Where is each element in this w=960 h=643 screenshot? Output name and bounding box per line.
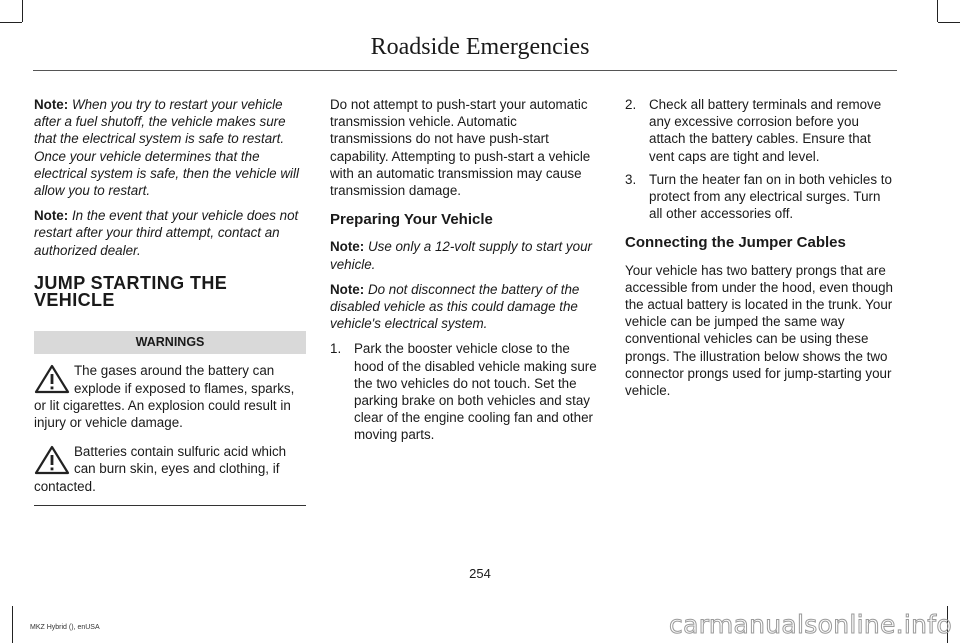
list-text: Turn the heater fan on in both vehicles to protect from any electrical surges. Turn all other accessories off. [649, 171, 892, 222]
body-paragraph: Your vehicle has two battery prongs that are accessible from under the hood, even though the actual battery is located in the trunk. Your vehicle can be jumped the same way conventional vehicles can be using these prongs. The illustration below shows the two connector prongs used for jump-starting your vehicle. [625, 262, 893, 399]
list-item [330, 340, 602, 443]
intro-paragraph: Do not attempt to push-start your automatic transmission vehicle. Automatic transmissions do not have push-start capability. Attempting to push-start a vehicle with an automatic transmission may cause transmission damage. [330, 97, 591, 199]
column-left [34, 96, 306, 506]
page-number: 254 [469, 566, 491, 581]
note-label: Note: [34, 208, 69, 224]
note-paragraph [330, 238, 602, 272]
list-item [625, 96, 897, 165]
note-text: When you try to restart your vehicle after a fuel shutoff, the vehicle makes sure that the electrical system is safe to restart. Once your vehicle determines that the electrical system is safe, then the vehicle will allow you to restart. [34, 97, 299, 199]
note-text: In the event that your vehicle does not restart after your third attempt, contact an authorized dealer. [34, 208, 299, 258]
list-text: Check all battery terminals and remove any excessive corrosion before you attach the battery cables. Ensure that vent caps are tight and level. [649, 97, 882, 164]
note-label: Note: [330, 281, 365, 297]
warning-item [34, 441, 306, 495]
warning-triangle-icon [34, 364, 70, 394]
crop-mark [22, 0, 23, 22]
warning-text: Batteries contain sulfuric acid which can burn skin, eyes and clothing, if contacted. [34, 444, 287, 494]
list-text: Park the booster vehicle close to the hood of the disabled vehicle making sure the two vehicles do not touch. Set the parking brake on both vehicles and stay clear of the engine cooling fan and other moving parts. [354, 341, 597, 443]
list-number: 3. [625, 171, 637, 187]
note-paragraph [330, 281, 602, 333]
subsection-heading: Preparing Your Vehicle [330, 211, 493, 229]
note-paragraph [34, 96, 306, 199]
header-divider [33, 70, 897, 71]
note-text: Do not disconnect the battery of the disabled vehicle as this could damage the vehicle's electrical system. [330, 281, 580, 332]
warnings-divider [34, 505, 306, 506]
list-number: 2. [625, 97, 637, 112]
watermark: carmanualsonline.info [669, 610, 952, 639]
page-title: Roadside Emergencies [370, 34, 590, 60]
note-paragraph [34, 207, 306, 259]
warning-triangle-icon [34, 445, 70, 475]
document-id: MKZ Hybrid (), enUSA [30, 624, 100, 631]
note-label: Note: [34, 97, 69, 112]
crop-mark [937, 0, 938, 22]
warning-text: The gases around the battery can explode if exposed to flames, sparks, or lit cigarettes. An explosion could result in injury or vehicle damage. [34, 363, 295, 431]
subsection-heading: Connecting the Jumper Cables [625, 234, 846, 252]
column-right [625, 96, 897, 407]
crop-mark [12, 606, 13, 643]
list-number: 1. [330, 341, 342, 357]
section-heading: JUMP STARTING THE VEHICLE [34, 272, 228, 311]
note-label: Note: [330, 239, 365, 255]
note-text: Use only a 12-volt supply to start your vehicle. [330, 239, 592, 272]
warning-item [34, 360, 306, 431]
list-item [625, 171, 897, 223]
column-middle [330, 96, 602, 450]
warnings-header: WARNINGS [34, 331, 306, 354]
crop-mark [938, 22, 960, 23]
crop-mark [0, 22, 22, 23]
